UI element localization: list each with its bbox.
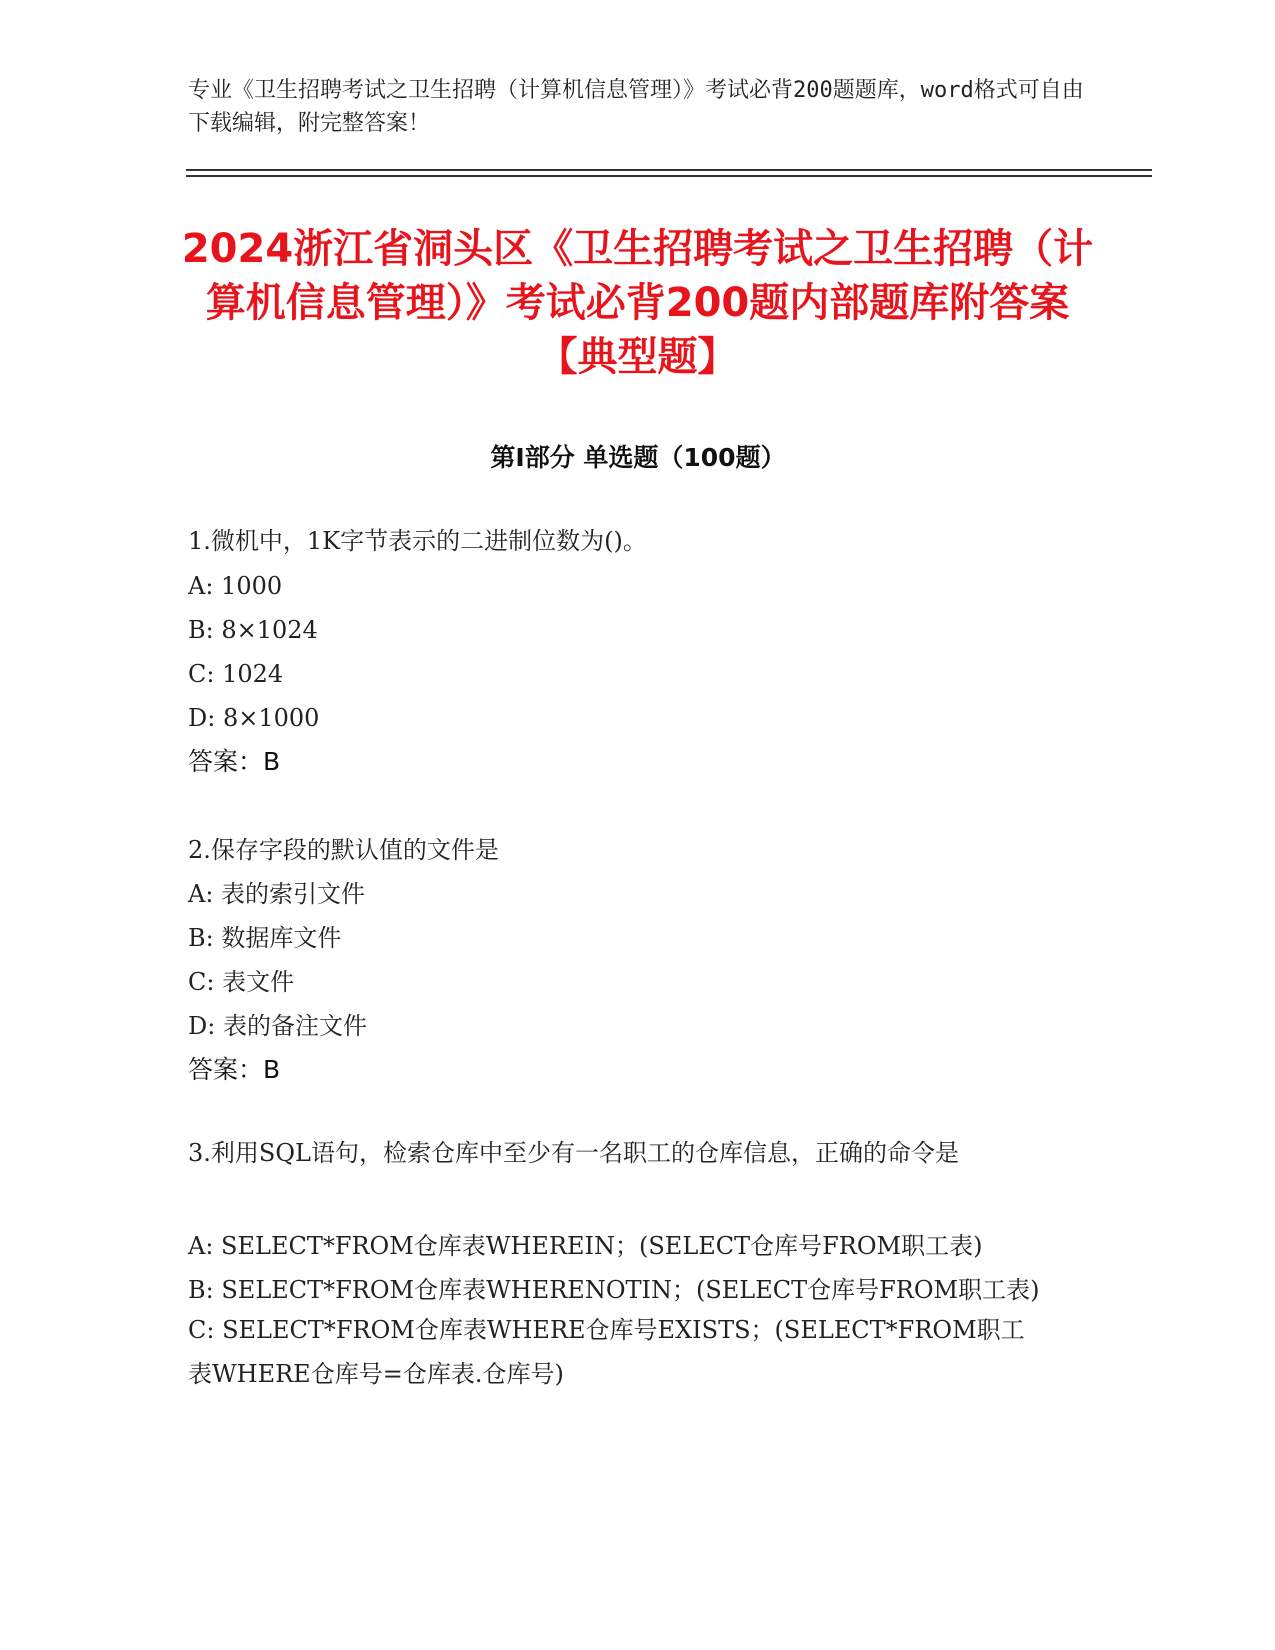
question-3-option-b: B: SELECT*FROM仓库表WHERENOTIN；(SELECT仓库号FROM职工表) xyxy=(188,1276,1040,1304)
question-2-option-b: B: 数据库文件 xyxy=(188,924,342,952)
question-1-option-c: C: 1024 xyxy=(188,660,284,688)
question-3-option-a: A: SELECT*FROM仓库表WHEREIN；(SELECT仓库号FROM职工表) xyxy=(188,1232,983,1260)
question-3-stem: 3.利用SQL语句，检索仓库中至少有一名职工的仓库信息，正确的命令是 xyxy=(188,1139,959,1167)
question-2-option-a: A: 表的索引文件 xyxy=(188,880,366,908)
question-1-option-d: D: 8×1000 xyxy=(188,704,320,732)
header-rule-thin xyxy=(186,169,1152,171)
question-2-option-c: C: 表文件 xyxy=(188,968,295,996)
question-2-stem: 2.保存字段的默认值的文件是 xyxy=(188,836,499,864)
question-1-option-a: A: 1000 xyxy=(188,572,283,600)
header-rule-thick xyxy=(186,175,1152,177)
question-1-option-b: B: 8×1024 xyxy=(188,616,318,644)
question-1-stem: 1.微机中，1K字节表示的二进制位数为()。 xyxy=(188,527,647,555)
header-note: 专业《卫生招聘考试之卫生招聘（计算机信息管理）》考试必背200题题库，word格式可自由下载编辑，附完整答案！ xyxy=(188,78,1084,136)
question-3-option-c: C: SELECT*FROM仓库表WHERE仓库号EXISTS；(SELECT*FROM职工表WHERE仓库号=仓库表.仓库号) xyxy=(188,1316,1025,1388)
section-title: 第Ⅰ部分 单选题（100题） xyxy=(490,443,786,472)
document-title: 2024浙江省洞头区《卫生招聘考试之卫生招聘（计算机信息管理）》考试必背200题内部题库附答案【典型题】 xyxy=(181,226,1094,380)
question-2-option-d: D: 表的备注文件 xyxy=(188,1012,367,1040)
question-1-answer: 答案：B xyxy=(188,747,281,776)
question-2-answer: 答案：B xyxy=(188,1055,281,1084)
